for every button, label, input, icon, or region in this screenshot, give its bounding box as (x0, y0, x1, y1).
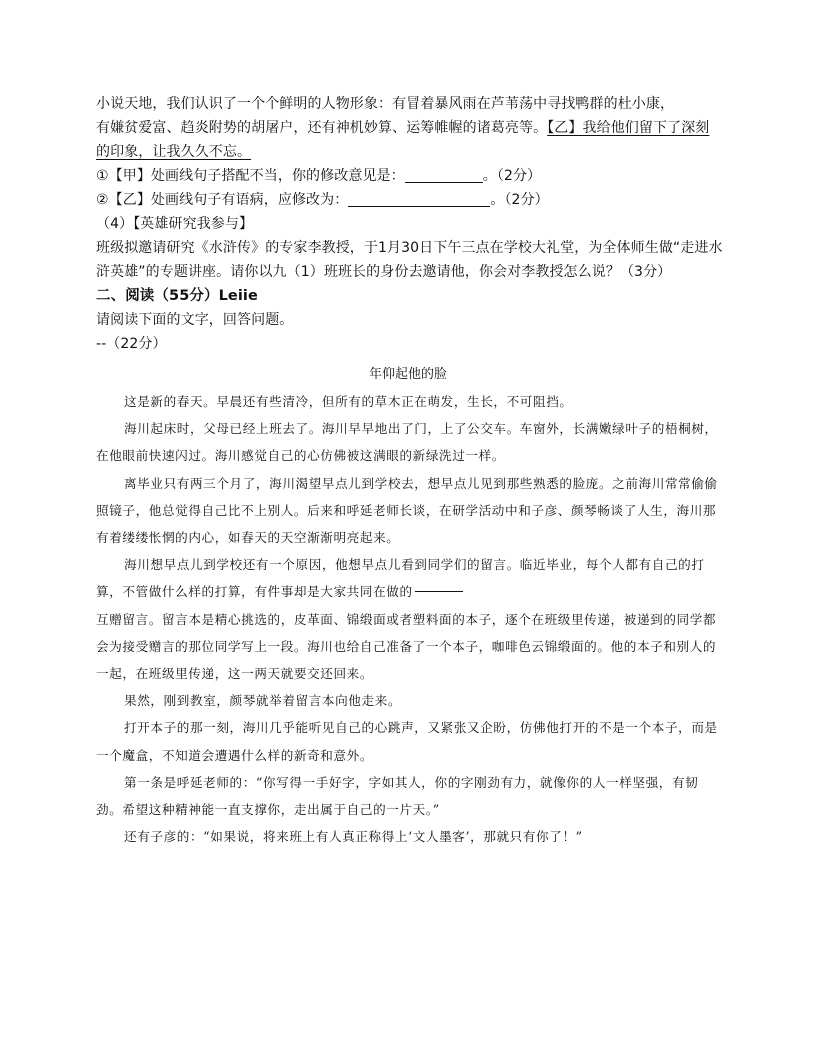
story-paragraph-4-cont: 互赠留言。留言本是精心挑选的，皮革面、锦缎面或者塑料面的本子，逐个在班级里传递，被递到的同学都会为接受赠言的那位同学写上一段。海川也给自己准备了一个本子，咖啡色云锦缎面的。他的本子和别人的一起，在班级里传递，这一两天就要交还回来。 (96, 611, 717, 682)
story-paragraph-1: 这是新的春天。早晨还有些清冷，但所有的草木正在萌发，生长，不可阻挡。 (124, 394, 573, 409)
question-1-text: ①【甲】处画线句子搭配不当，你的修改意见是： (96, 168, 405, 184)
story-paragraph-4-text: 海川想早点儿到学校还有一个原因，他想早点儿看到同学们的留言。临近毕业，每个人都有自己的打算，不管做什么样的打算，有件事却是大家共同在做的 (96, 557, 705, 600)
section-points: --（22分） (96, 336, 167, 352)
story-paragraph-4 (96, 551, 720, 605)
section-instruction: 请阅读下面的文字，回答问题。 (96, 312, 294, 328)
story-paragraph-7: 第一条是呼延老师的：“你写得一手好字，字如其人，你的字刚劲有力，就像你的人一样坚强，有韧劲。希望这种精神能一直支撑你，走出属于自己的一片天。” (96, 774, 699, 818)
answer-blank-2[interactable] (348, 192, 490, 207)
intro-line-1: 小说天地，我们认识了一个个鲜明的人物形象：有冒着暴风雨在芦苇荡中寻找鸭群的杜小康， (96, 96, 675, 112)
story-paragraph-2: 海川起床时，父母已经上班去了。海川早早地出了门，上了公交车。车窗外，长满嫩绿叶子的梧桐树，在他眼前快速闪过。海川感觉自己的心仿佛被这满眼的新绿洗过一样。 (96, 421, 718, 464)
question-4-line-2: 浒英雄”的专题讲座。请你以九（1）班班长的身份去邀请他，你会对李教授怎么说？（3分） (96, 264, 672, 280)
underlined-sentence-yi-cont: 的印象，让我久久不忘。 (96, 144, 252, 160)
underlined-sentence-yi: 【乙】我给他们留下了深刻 (547, 120, 710, 136)
question-1 (96, 164, 720, 188)
story-paragraph-6: 打开本子的那一刻，海川几乎能听见自己的心跳声，又紧张又企盼，仿佛他打开的不是一个本子，而是一个魔盒，不知道会遭遇什么样的新奇和意外。 (96, 720, 718, 763)
intro-line-2 (96, 116, 720, 140)
story-title: 年仰起他的脸 (368, 367, 447, 382)
question-4-line-1: 班级拟邀请研究《水浒传》的专家李教授，于1月30日下午三点在学校大礼堂，为全体师生做“走进水 (96, 240, 723, 256)
story-paragraph-3: 离毕业只有两三个月了，海川渴望早点儿到学校去，想早点儿见到那些熟悉的脸庞。之前海川常常偷偷照镜子，他总觉得自己比不上别人。后来和呼延老师长谈，在研学活动中和子彦、颜琴畅谈了人生，海川那有着缕缕怅惘的内心，如春天的天空渐渐明亮起来。 (96, 475, 718, 546)
intro-line-3 (96, 140, 720, 164)
section-heading: 二、阅读（55分）Leiie (96, 288, 258, 304)
intro-line-2-text: 有嫌贫爱富、趋炎附势的胡屠户，还有神机妙算、运筹帷幄的诸葛亮等。 (96, 120, 548, 136)
answer-blank-1[interactable] (405, 168, 483, 183)
em-dash (415, 591, 463, 592)
story-body (96, 388, 720, 850)
question-1-score: 。（2分） (482, 168, 542, 184)
question-2-text: ②【乙】处画线句子有语病，应修改为： (96, 192, 349, 208)
question-2 (96, 188, 720, 212)
question-4-title: （4）【英雄研究我参与】 (96, 216, 254, 232)
story-paragraph-8: 还有子彦的：“如果说，将来班上有人真正称得上‘文人墨客’，那就只有你了！” (124, 829, 583, 845)
document-page (96, 92, 723, 850)
question-2-score: 。（2分） (490, 192, 549, 208)
story-paragraph-5: 果然，刚到教室，颜琴就举着留言本向他走来。 (124, 693, 402, 709)
